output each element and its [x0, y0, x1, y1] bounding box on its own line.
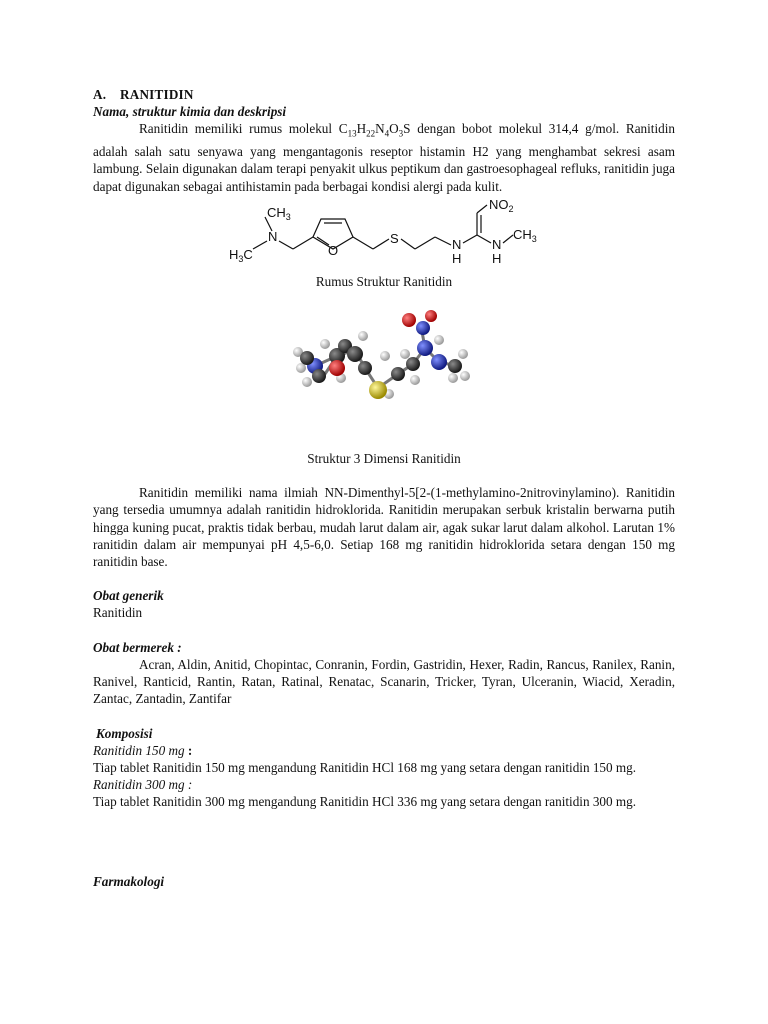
atom-h — [358, 331, 368, 341]
atom-n — [416, 321, 430, 335]
label-o: O — [328, 242, 339, 258]
formula-sub-c: 13 — [347, 129, 357, 140]
label-no2: $NO_2$ — [489, 196, 514, 214]
brands-list: Acran, Aldin, Anitid, Chopintac, Conranin, Fordin, Gastridin, Hexer, Radin, Rancus, Ranilex, Ranin, Ranivel, Ranticid, Rantin, Ratan, Ratinal, Renatac, Scanarin, Tricker, Tyran, Ulceranin, Wiacid, Xeradin, Zantac, Zantadin, Zantifar — [93, 656, 675, 707]
intro-text-b: H — [356, 121, 367, 137]
formula-sub-h: 22 — [366, 129, 376, 140]
bond — [373, 239, 389, 249]
composition-item1-text: Tiap tablet Ranitidin 150 mg mengandung Ranitidin HCl 168 mg yang setara dengan ranitidin 150 mg. — [93, 759, 637, 775]
atom-h — [434, 335, 444, 345]
label-ch3-right: $CH_3$ — [513, 226, 537, 244]
molecule-3d-svg — [93, 310, 675, 430]
label-ch3-top: $CH_3$ — [267, 204, 291, 222]
composition-item2-text: Tiap tablet Ranitidin 300 mg mengandung Ranitidin HCl 336 mg yang setara dengan ranitidin 300 mg. — [93, 794, 637, 810]
intro-text-c: N — [375, 121, 385, 137]
structural-formula-svg — [93, 197, 675, 277]
label-h-mid: H — [452, 250, 462, 266]
atom-s — [369, 381, 387, 399]
formula-sub-o: 3 — [398, 129, 404, 140]
composition-heading: Komposisi — [96, 725, 153, 741]
atom-n — [417, 340, 433, 356]
document-page — [93, 86, 675, 890]
intro-text-e: S dengan bobot molekul 314,4 g/mol. Ranitidin adalah salah satu senyawa yang mengantagonis reseptor histamin H2 yang menghambat sekresi asam lambung. Selain digunakan dalam terapi penyakit ulkus peptikum dan gastroesophageal refluks, ranitidin juga dapat digunakan sebagai antihistamin pada berbagai kondisi alergi pada kulit. — [93, 121, 675, 194]
intro-text-a: Ranitidin memiliki rumus molekul C — [139, 121, 348, 137]
model3d-caption: Struktur 3 Dimensi Ranitidin — [307, 451, 461, 467]
bond — [415, 237, 435, 249]
generic-heading: Obat generik — [93, 588, 164, 604]
structural-formula — [93, 197, 675, 277]
atom-h — [448, 373, 458, 383]
composition-item2-label: Ranitidin 300 mg : — [93, 777, 193, 793]
bond — [279, 241, 293, 249]
atom-c — [448, 359, 462, 373]
bond — [477, 235, 491, 243]
section-title — [93, 86, 675, 103]
pharmacology-heading: Farmakologi — [93, 873, 165, 889]
atom-c — [312, 369, 326, 383]
bond — [503, 235, 513, 243]
bond — [477, 205, 487, 213]
bond — [401, 239, 415, 249]
atom-c — [406, 357, 420, 371]
atom-h — [320, 339, 330, 349]
atom-o — [425, 310, 437, 322]
formula-sub-n: 4 — [384, 129, 390, 140]
bond — [435, 237, 451, 245]
atom-h — [302, 377, 312, 387]
label-h3c: $H_3C$ — [229, 246, 253, 264]
atom-o — [402, 313, 416, 327]
atom-c — [347, 346, 363, 362]
bond — [253, 241, 267, 249]
atom-h — [460, 371, 470, 381]
generic-value: Ranitidin — [93, 605, 143, 621]
bond — [353, 237, 373, 249]
brands-heading: Obat bermerek : — [93, 639, 182, 655]
composition-item1-label: Ranitidin 150 mg : — [93, 742, 193, 758]
atom-c — [358, 361, 372, 375]
molecule-3d-model — [93, 310, 675, 430]
atom-h — [380, 351, 390, 361]
description-paragraph: Ranitidin memiliki nama ilmiah NN-Dimenthyl-5[2-(1-methylamino-2nitrovinylamino). Ranitidin yang tersedia umumnya adalah ranitidin hidroklorida. Ranitidin merupakan serbuk kristalin berwarna putih hingga kuning pucat, praktis tidak berbau, mudah larut dalam air, agak sukar larut dalam alkohol. Larutan 1% ranitidin dalam air mempunyai pH 4,5-6,0. Setiap 168 mg ranitidin hidroklorida setara dengan 150 mg ranitidin base. — [93, 485, 675, 570]
atom-h — [410, 375, 420, 385]
label-s: S — [390, 230, 399, 246]
structure-caption: Rumus Struktur Ranitidin — [315, 273, 453, 289]
section-subtitle: Nama, struktur kimia dan deskripsi — [93, 104, 287, 120]
bond — [293, 237, 313, 249]
section-title-text: RANITIDIN — [120, 87, 194, 102]
atom-h — [458, 349, 468, 359]
atom-n — [431, 354, 447, 370]
intro-paragraph — [93, 120, 675, 194]
label-n-mid: N — [452, 236, 462, 252]
intro-text-d: O — [389, 121, 399, 137]
label-n-right: N — [492, 236, 502, 252]
bond — [463, 235, 477, 243]
atom-o — [329, 360, 345, 376]
label-h-right: H — [492, 250, 502, 266]
atom-c — [391, 367, 405, 381]
label-n-left: N — [268, 228, 278, 244]
atom-c — [300, 351, 314, 365]
section-number: A. — [93, 87, 107, 102]
atom-h — [400, 349, 410, 359]
